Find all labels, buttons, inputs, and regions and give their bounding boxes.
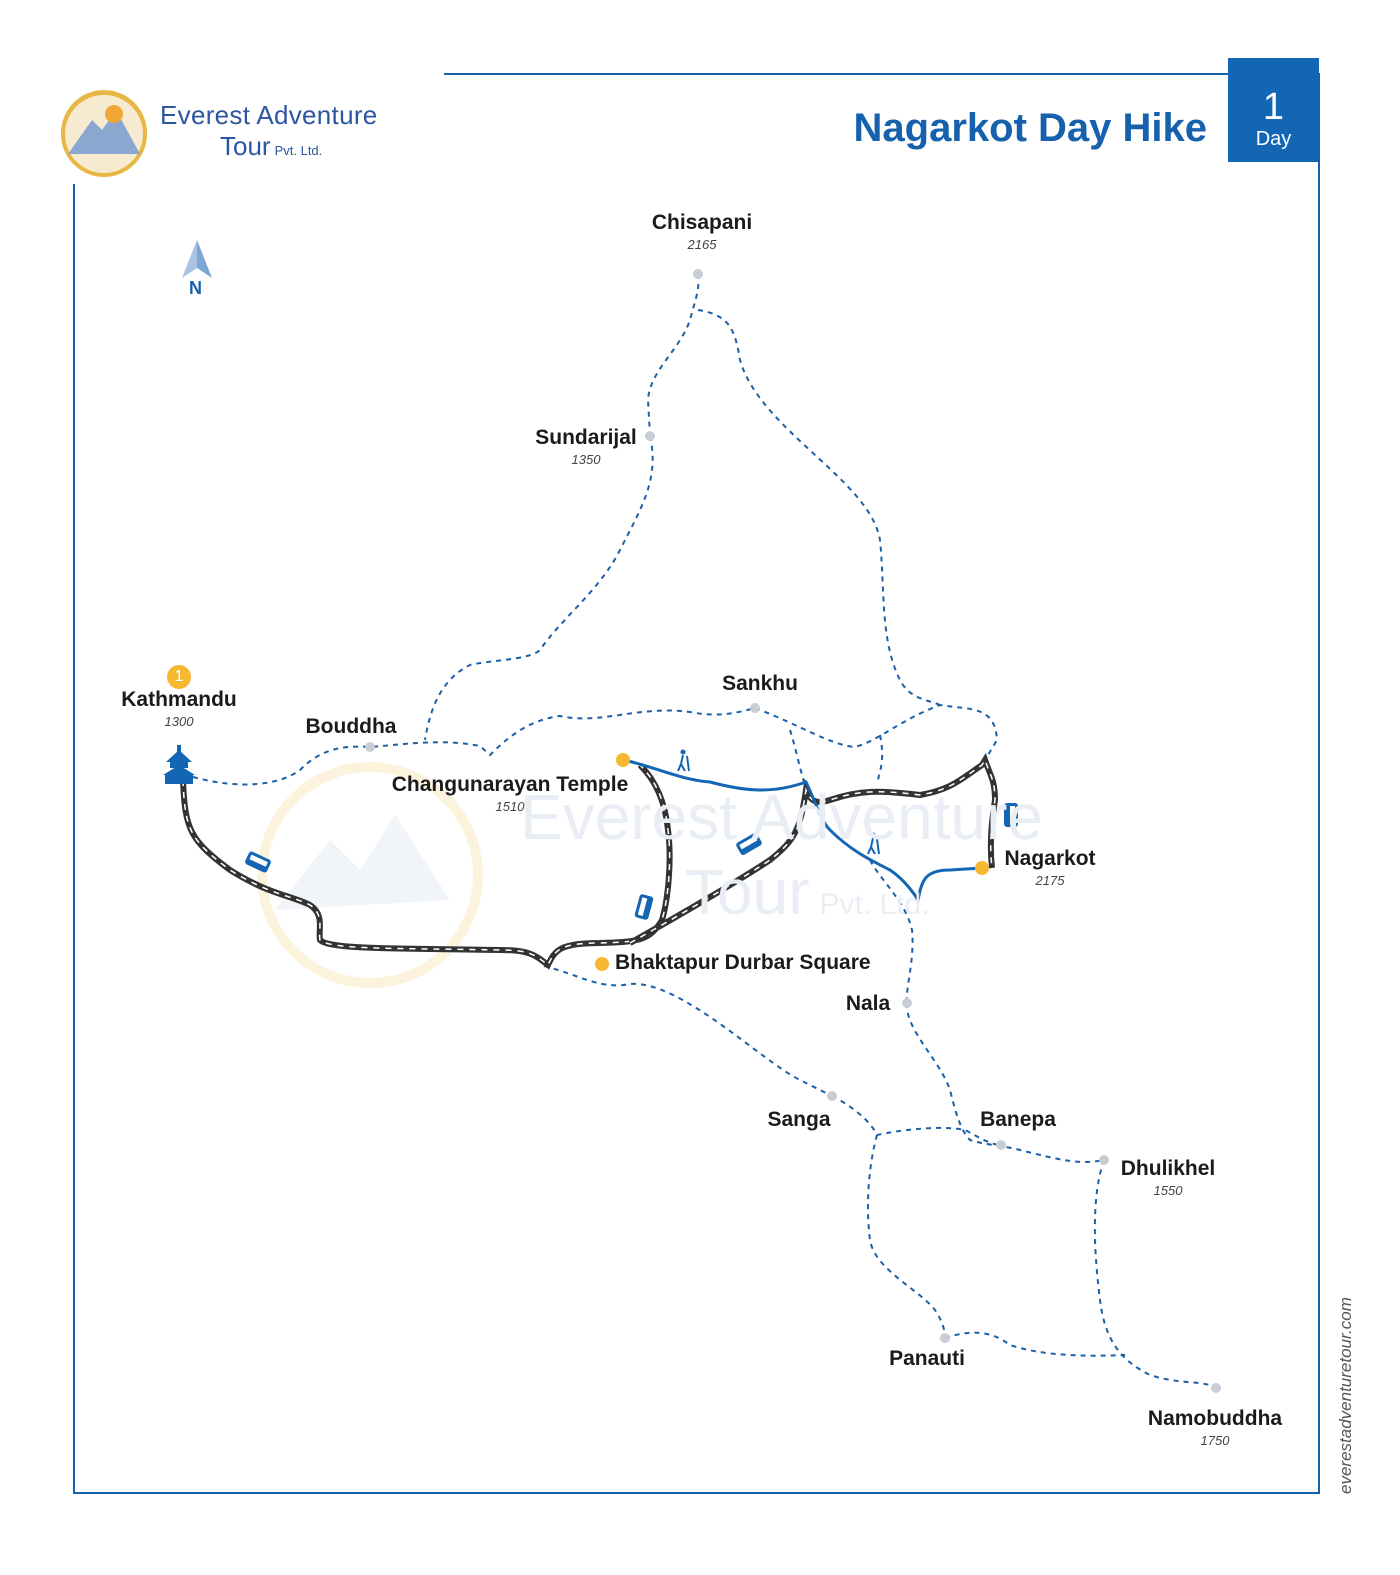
place-sankhu: Sankhu bbox=[722, 672, 798, 695]
brand-name: Everest Adventure bbox=[160, 100, 378, 130]
duration-unit: Day bbox=[1255, 128, 1292, 150]
place-panauti: Panauti bbox=[889, 1347, 965, 1370]
start-marker: 1 bbox=[167, 665, 191, 689]
watermark-text: Everest Adventure bbox=[520, 781, 1043, 853]
page-title: Nagarkot Day Hike bbox=[853, 106, 1207, 150]
place-kathmandu: Kathmandu 1300 bbox=[121, 688, 237, 729]
place-chisapani: Chisapani 2165 bbox=[651, 211, 753, 252]
watermark-text-line2: Tour Pvt. Ltd. bbox=[685, 856, 930, 928]
place-sanga: Sanga bbox=[767, 1108, 831, 1131]
place-bhaktapur: Bhaktapur Durbar Square bbox=[615, 951, 871, 974]
place-changunarayan: Changunarayan Temple 1510 bbox=[391, 773, 629, 814]
place-nala: Nala bbox=[845, 992, 891, 1015]
place-sundarijal: Sundarijal 1350 bbox=[535, 426, 637, 467]
temple-icon bbox=[163, 745, 195, 784]
place-nagarkot: Nagarkot 2175 bbox=[1004, 847, 1096, 888]
north-arrow-icon bbox=[182, 240, 212, 278]
duration-value: 1 bbox=[1262, 86, 1285, 128]
duration-badge bbox=[1228, 58, 1319, 162]
place-banepa: Banepa bbox=[980, 1108, 1056, 1131]
north-label: N bbox=[189, 278, 202, 298]
place-dhulikhel: Dhulikhel 1550 bbox=[1120, 1157, 1216, 1198]
website-url: everestadventuretour.com bbox=[1336, 1297, 1355, 1494]
logo-emblem bbox=[58, 88, 150, 180]
place-bouddha: Bouddha bbox=[305, 715, 397, 738]
brand-name-line2: Tour Pvt. Ltd. bbox=[220, 131, 323, 161]
place-namobuddha: Namobuddha 1750 bbox=[1147, 1407, 1283, 1448]
